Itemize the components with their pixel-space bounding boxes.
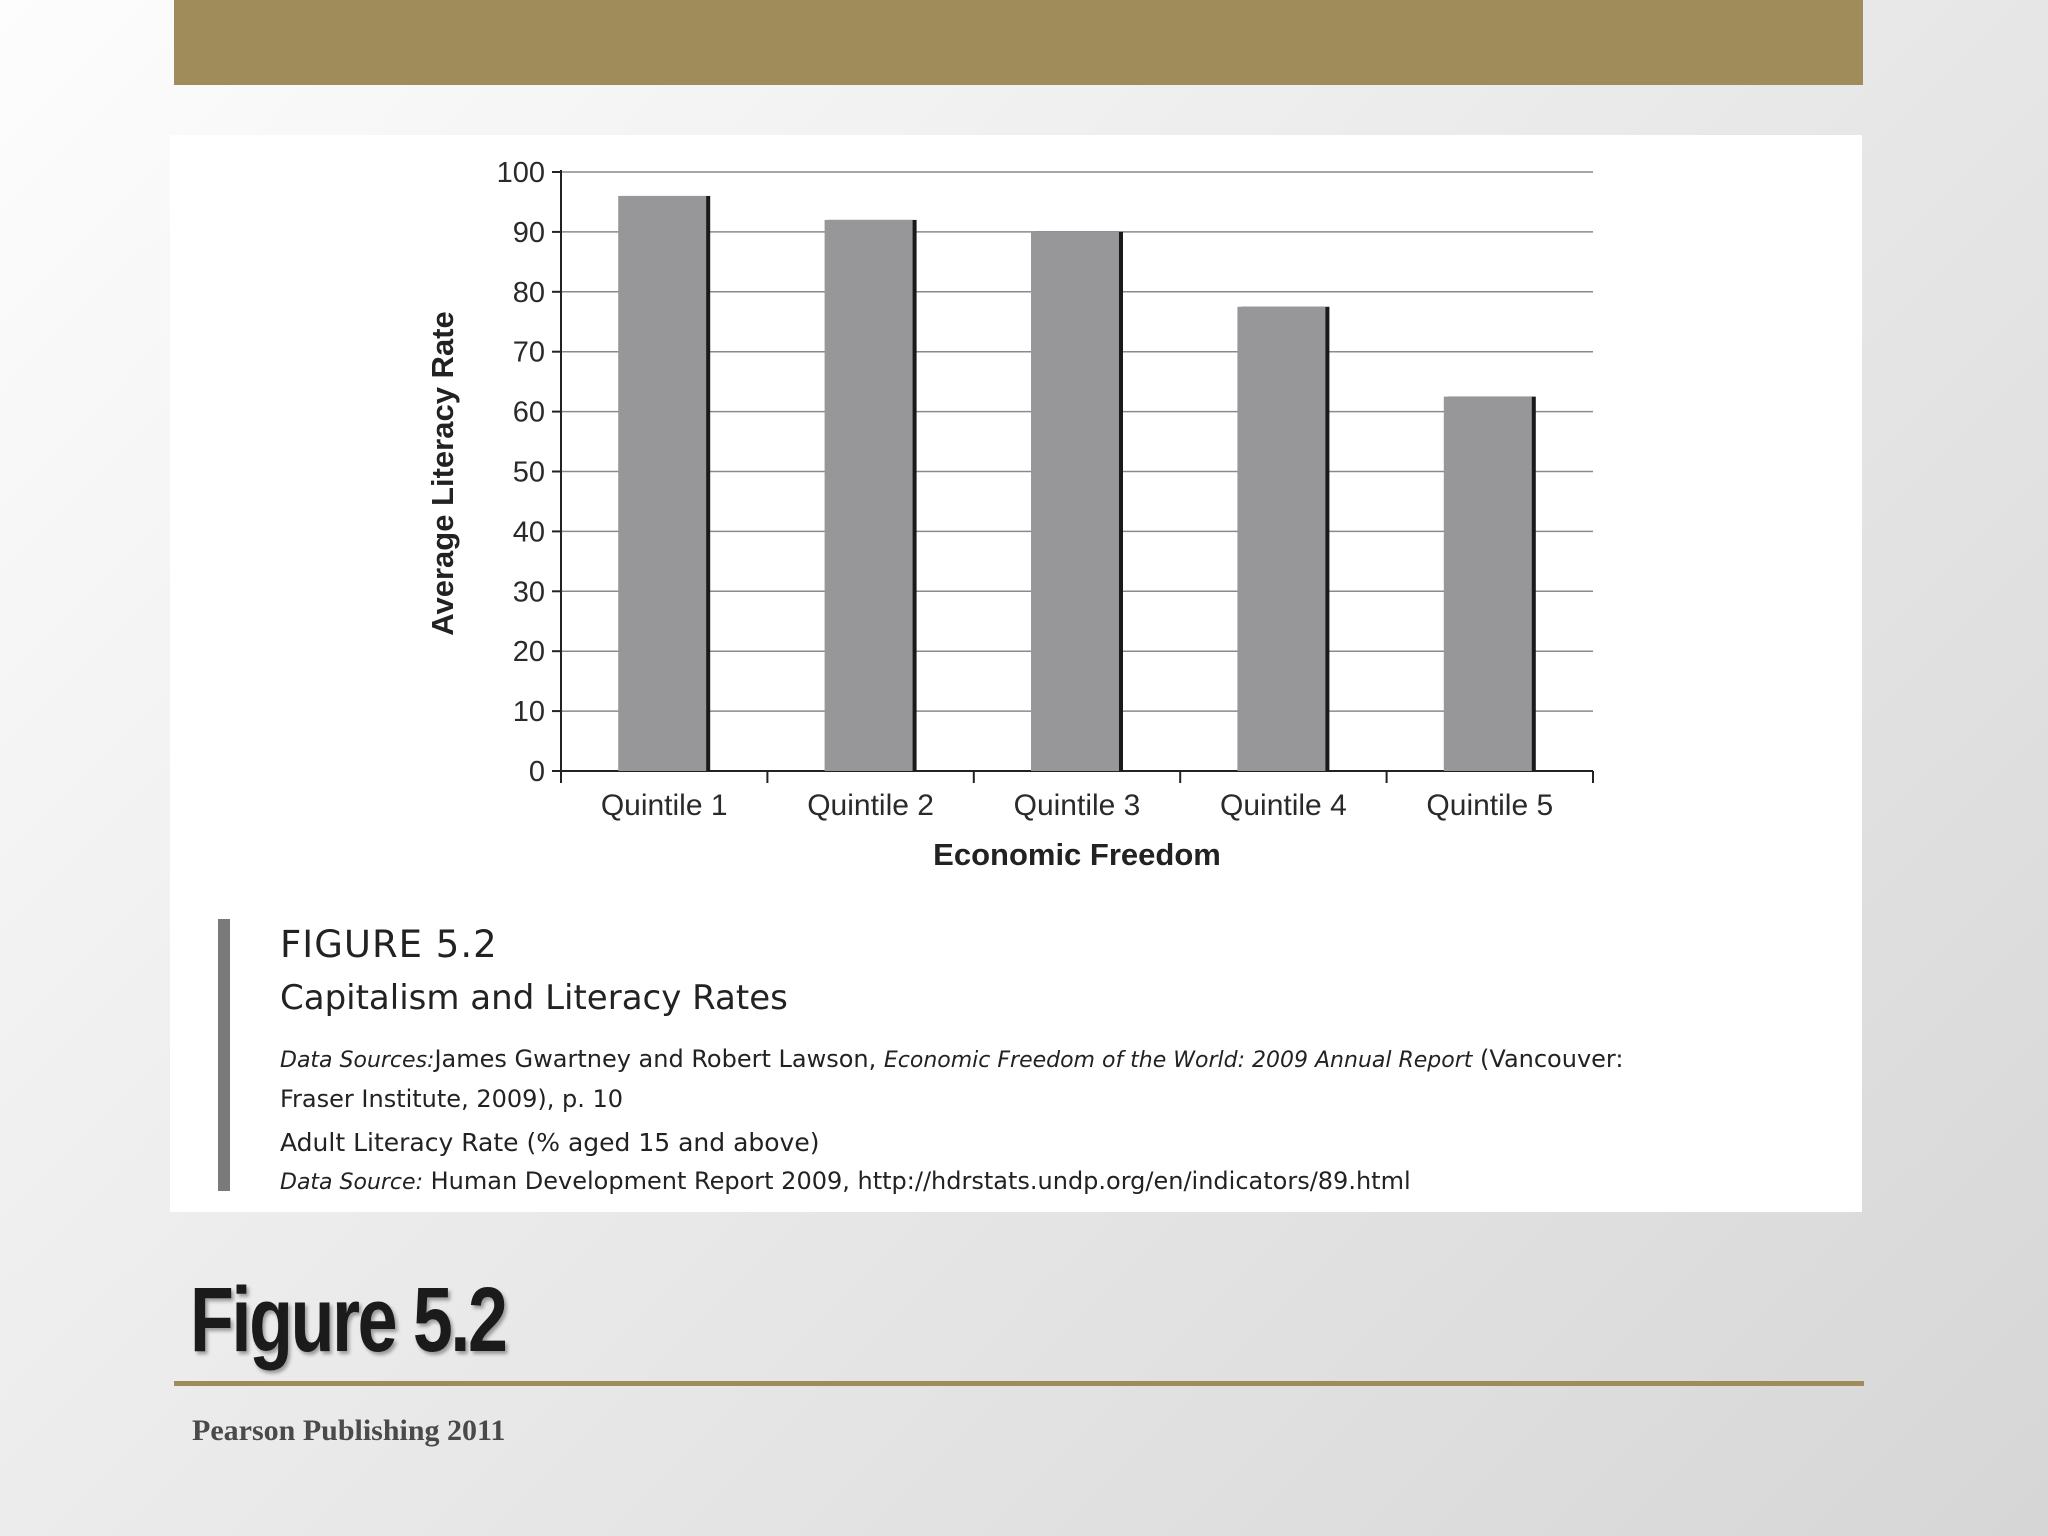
y-tick-label: 90	[512, 216, 545, 249]
y-tick-label: 70	[512, 336, 545, 369]
slide-title: Figure 5.2	[190, 1269, 506, 1371]
y-tick-label: 30	[512, 576, 545, 609]
y-tick-label: 0	[528, 756, 545, 788]
bar	[1031, 232, 1119, 771]
figure-caption	[218, 919, 1830, 1195]
source-2-text: Human Development Report 2009, http://hdrstats.undp.org/en/indicators/89.html	[422, 1167, 1411, 1195]
y-tick-label: 40	[512, 516, 545, 549]
y-tick-label: 60	[512, 396, 545, 429]
x-tick-label: Quintile 1	[600, 789, 728, 822]
x-tick-label: Quintile 5	[1426, 789, 1554, 822]
title-underline-rule	[174, 1381, 1864, 1386]
y-tick-label: 80	[512, 276, 545, 309]
source-1-work: Economic Freedom of the World: 2009 Annual Report	[883, 1048, 1473, 1073]
bar	[1237, 307, 1325, 771]
x-tick-label: Quintile 2	[807, 789, 934, 822]
caption-title: Capitalism and Literacy Rates	[280, 978, 788, 1018]
y-tick-label: 50	[512, 456, 545, 489]
literacy-bar-chart	[170, 135, 1862, 915]
x-tick-label: Quintile 3	[1013, 789, 1141, 822]
y-axis-title: Average Literacy Rate	[425, 311, 460, 636]
y-tick-label: 100	[496, 157, 545, 189]
x-axis-title: Economic Freedom	[933, 837, 1221, 872]
slide-footer: Pearson Publishing 2011	[192, 1414, 506, 1447]
y-tick-label: 10	[512, 696, 545, 729]
x-tick-label: Quintile 4	[1220, 789, 1347, 822]
bar	[618, 196, 706, 771]
caption-source-2	[280, 1162, 1623, 1202]
header-accent-bar	[174, 0, 1863, 85]
source-1-rest: (Vancouver:	[1472, 1045, 1624, 1073]
caption-label: FIGURE 5.2	[280, 923, 498, 966]
source-1-prefix: Data Sources:	[280, 1048, 435, 1073]
bar	[1444, 397, 1532, 771]
caption-adult-literacy: Adult Literacy Rate (% aged 15 and above)	[280, 1128, 820, 1157]
source-1-author: James Gwartney and Robert Lawson,	[434, 1045, 884, 1073]
bar	[825, 220, 913, 771]
source-2-prefix: Data Source:	[280, 1170, 423, 1195]
y-tick-label: 20	[512, 636, 545, 669]
caption-source-1-line-2: Fraser Institute, 2009), p. 10	[280, 1085, 624, 1113]
caption-source-1	[280, 1040, 1623, 1080]
figure-panel	[170, 135, 1862, 1212]
